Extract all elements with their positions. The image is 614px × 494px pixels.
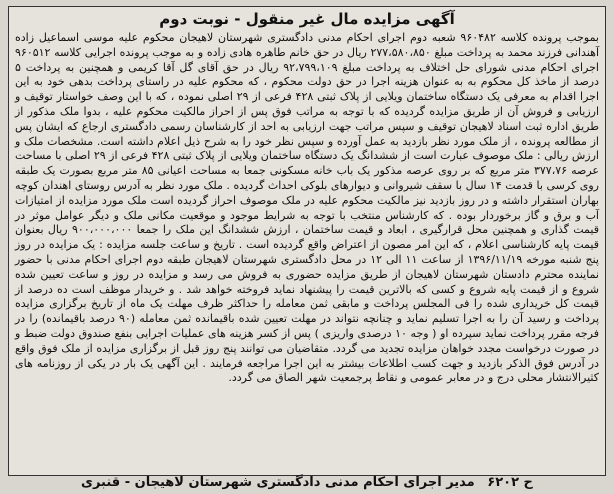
notice-body: بموجب پرونده کلاسه ۹۶۰۴۸۲ شعبه دوم اجرای احکام مدنی دادگستری شهرستان لاهیجان محکوم علیه موسی اسماعیل زاده آهندانی فرزند محمد به پرداخت مبلغ ۲۷۷،۵۸۰،۸۵۰ ریال در حق خانم طاهره هادی زاده و به موجب پرونده اجرایی کلاسه ۹۶۰۵۱۲ اجرای احکام مدنی شورای حل اختلاف به پرداخت مبلغ ۹۲،۷۹۹،۱۰۹ ریال در حق آقای گل آقا کریمی و همچنین به پرداخت ۵ درصد از ماخذ کل محکوم به به عنوان هزینه اجرا در حق دولت محکوم ، که محکوم علیه در راستای پرداخت بدهی خود به این اجرا اقدام به معرفی یک دستگاه ساختمان ویلایی از پلاک ثبتی ۴۲۸ فرعی از ۲۹ اصلی نموده ، که با این وصف خواستار توقیف و ارزیابی و فروش آن از طریق مزایده گردیده که با توجه به مراتب فوق پس از احراز مالکیت محکوم علیه ، بدوا ملک مذکور از طریق اداره ثبت اسناد لاهیجان توقیف و سپس مراتب جهت ارزیابی به احد از کارشناسان رسمی دادگستری ارجاع که ایشان پس از مطالعه پرونده ، از ملک مورد نظر بازدید به عمل آورده و سپس نظر خود را به شرح ذیل اعلام داشته است. مشخصات ملک و ارزش ریالی : ملک موصوف عبارت است از ششدانگ یک دستگاه ساختمان ویلایی از پلاک ثبتی ۴۲۸ فرعی از ۲۹ اصلی با مساحت عرصه ۳۷۷،۷۶ متر مربع که بر روی عرصه مذکور یک باب خانه مسکونی جمعا به مساحت اعیانی ۸۵ متر مربع بصورت یک طبقه روی کرسی با قدمت ۱۴ سال با سقف شیروانی و دیوارهای بلوکی احداث گردیده . ملک مورد نظر به آدرس روستای اهندان کوچه بهاران استقرار داشته و در روز بازدید نیز مالکیت محکوم علیه در ملک موصوف احراز گردیده است ملک مورد مزایده از امتیازات آب و برق و گاز برخوردار بوده . که کارشناس منتخب با توجه به شرایط موجود و موقعیت مکانی ملک و دیگر عوامل موثر در قیمت گذاری و همچنین محل قرارگیری ، ابعاد و قیمت ساختمان ، ارزش ششدانگ این ملک را جمعا ۹۰۰،۰۰۰،۰۰۰ ریال بعنوان قیمت پایه کارشناسی اعلام ، که این امر مصون از اعتراض واقع گردیده است . تاریخ و ساعت جلسه مزایده : یک مزایده در روز پنج شنبه مورخه ۱۳۹۶/۱۱/۱۹ از ساعت ۱۱ الی ۱۲ در محل دادگستری شهرستان لاهیجان طبقه دوم اجرای احکام مدنی با حضور نماینده محترم دادستان شهرستان لاهیجان از طریق مزایده حضوری به فروش می رسد و مزایده در روز و ساعت تعیین شده شروع و از قیمت پایه شروع و کسی که بالاترین قیمت را پیشنهاد نماید فروخته خواهد شد . و خریدار موظف است ده درصد از قیمت کل خریداری شده را فی المجلس پرداخت و مابقی ثمن معامله را حداکثر ظرف مهلت یک ماه از تاریخ برگزاری مزایده پرداخت و رسید آن را به اجرا تسلیم نماید و چنانچه نتواند در مهلت تعیین شده باقیمانده ثمن معامله (۹۰ درصد باقیمانده) را در فرجه مقرر پرداخت نماید سپرده او ( وجه ۱۰ درصدی واریزی ) پس از کسر هزینه های عملیات اجرایی بنفع صندوق دولت ضبط و در صورت درخواست مجدد خواهان مزایده تجدید می گردد. متقاضیان می توانند پنج روز قبل از برگزاری مزایده از ملک فوق واقع در آدرس فوق الذکر بازدید و جهت کسب اطلاعات بیشتر به این اجرا مراجعه فرمایند . این آگهی یک بار در یکی از روزنامه های کثیرالانتشار محلی درج و در معابر عمومی و نقاط پرجمعیت شهر الصاق می گردد. <box>15 31 600 385</box>
notice-footer <box>8 474 606 492</box>
notice-title: آگهی مزایده مال غیر منقول - نوبت دوم <box>159 10 455 28</box>
notice-code: ح ۶۲۰۲ <box>487 475 533 490</box>
notice-frame <box>8 6 606 476</box>
notice-signature: مدیر اجرای احکام مدنی دادگستری شهرستان لاهیجان - قنبری <box>81 475 475 490</box>
